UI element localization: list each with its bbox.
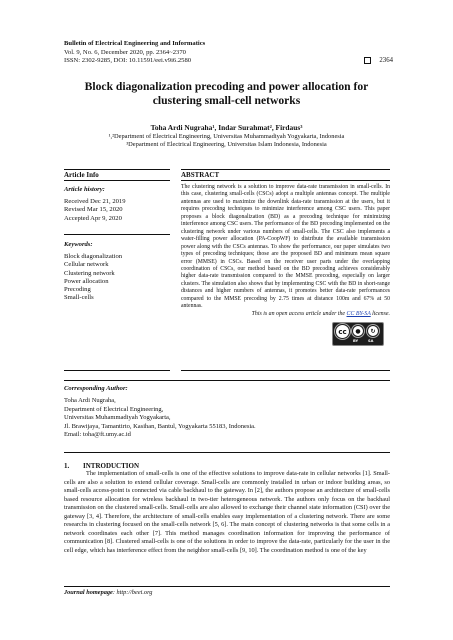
volume-line: Vol. 9, No. 6, December 2020, pp. 2364~2370 — [64, 48, 186, 56]
keyword-item: Block diagonalization — [64, 253, 123, 260]
divider — [64, 370, 170, 371]
homepage-label: Journal homepage — [64, 589, 113, 596]
history-item: Received Dec 21, 2019 — [64, 198, 126, 205]
keyword-item: Precoding — [64, 286, 91, 294]
keyword-item: Small-cells — [64, 294, 94, 302]
corresponding-line: Toha Ardi Nugraha, — [64, 397, 116, 404]
license-line — [181, 311, 390, 317]
cc-icon: cc — [335, 324, 350, 339]
article-info-heading: Article Info — [64, 171, 99, 179]
divider — [181, 169, 390, 170]
history-label: Article history: — [64, 186, 105, 193]
page-number: 2364 — [379, 57, 393, 64]
keyword-item: Power allocation — [64, 277, 109, 285]
keyword-item: Clustering network — [64, 269, 115, 277]
history-item: Revised Mar 15, 2020 — [64, 206, 123, 214]
divider — [64, 180, 170, 181]
corresponding-email: Email: toha@ft.umy.ac.id — [64, 431, 131, 438]
section-number: 1. — [64, 462, 70, 470]
homepage-url[interactable]: : http://beei.org — [112, 589, 153, 596]
license-prefix: This is an open access article under the — [251, 311, 347, 317]
keywords-list — [64, 253, 122, 303]
introduction-text: The implementation of small-cells is one of the effective solutions to improve data-rate in cellular networks [1]. Small-cells are also a solution to extend cellular coverage. Small-cells are commonly installed in urban or indoor building areas, so small-cells access-point is connected via cable backhaul to the gateway. In [2], the authors propose an architecture of small-cells based resource allocation for wireless backhaul in two-tier heterogeneous network. The authors only focus on the backhaul transmission on the clustered small-cells. Small-cells are also allowed to exchange their channel state information (CSI) over the gateway [3, 4]. Therefore, the architecture of small-cells enables easy implementation of a clustering network. There are some researchs in clustering focused on the small-cells network [5, 6]. The main concept of clustering networks is that some cells in a network coordinates each other [7]. This method manages coordination information for improving the performance of communication [8]. Clustered small-cells is one of the solutions in order to improve the data-rate, particularly for the user in the cell edge, which has interference effect from the neighbor small-cells [9, 10]. The coordination method is one of the key — [64, 470, 390, 554]
corresponding-line: Jl. Brawijaya, Tamantirto, Kasihan, Bantul, Yogyakarta 55183, Indonesia. — [64, 422, 256, 430]
affiliation-1: ¹,²Department of Electrical Engineering, Universitas Muhammadiyah Yogyakarta, Indonesia — [108, 133, 345, 140]
affiliations — [64, 133, 389, 149]
share-alike-icon: ↻ — [367, 325, 379, 337]
affiliation-2: ³Department of Electrical Engineering, Universitas Islam Indonesia, Indonesia — [126, 141, 327, 149]
abstract-text: The clustering network is a solution to improve data-rate transmission in small-cells. In this case, clustering small-cells (CSCs) adopt a multiple antennas concept. The multiple antennas are used to maximize the downlink data-rate transmission at the users, but it requires precoding techniques to minimize interference among CSC users. This paper proposes a block diagonalization (BD) as a precoding technique for minimizing interference among CSC users. The performance of the BD precoding implemented on the clustering network under various numbers of small-cells. The CSC also implements a water-filling power allocation (PA-CoopWF) to distribute the available transmission power along with the CSCs antennas. To show the performance, our paper simulates two types of precoding techniques; those are the proposed BD and minimum mean square error (MMSE) in CSCs. Based on the receiver user parts under the overlapping coordination of CSCs, our method based on the BD precoding achieves considerably higher data-rate transmission compared to the MMSE precoding, especially on larger clusters. The simulation also shows that by implementing CSC with the BD in short-range distances and higher numbers of antennas, it promotes better data-rate performances compared to the MMSE precoding by 2.75 times at distance 100m and 67% at 50 antennas. — [181, 184, 390, 310]
person-icon: ● — [352, 325, 364, 337]
author-line: Toha Ardi Nugraha¹, Indar Surahmat², Firdaus³ — [150, 123, 303, 132]
section-title: INTRODUCTION — [83, 462, 140, 470]
paper-title: Block diagonalization precoding and power allocation for clustering small-cell networks — [84, 80, 369, 107]
corresponding-line: Universitas Muhammadiyah Yogyakarta, — [64, 414, 171, 421]
divider — [64, 586, 390, 587]
journal-header — [64, 40, 205, 66]
divider — [64, 380, 390, 381]
abstract-heading: ABSTRACT — [181, 171, 220, 179]
corresponding-author-label: Corresponding Author: — [64, 385, 128, 392]
corresponding-line: Department of Electrical Engineering, — [64, 405, 164, 413]
keywords-label: Keywords: — [64, 241, 93, 248]
keyword-item: Cellular network — [64, 261, 109, 269]
journal-homepage-footer — [64, 589, 152, 596]
history-item: Accepted Apr 9, 2020 — [64, 214, 122, 222]
license-suffix: license. — [370, 311, 390, 317]
divider — [181, 370, 390, 371]
introduction-heading — [64, 462, 139, 470]
issn-line: ISSN: 2302-9285, DOI: 10.11591/eei.v9i6.2580 — [64, 57, 192, 65]
cc-by-sa-link[interactable]: CC BY-SA — [346, 311, 371, 317]
by-label: BY — [353, 339, 359, 343]
divider — [181, 180, 390, 181]
divider — [64, 169, 170, 170]
sa-label: SA — [368, 339, 374, 343]
divider — [64, 234, 170, 235]
page-number-block — [364, 57, 393, 64]
cc-by-sa-badge-icon[interactable] — [332, 322, 384, 346]
journal-name: Bulletin of Electrical Engineering and Informatics — [64, 40, 206, 47]
square-icon — [364, 57, 371, 64]
corresponding-author-details — [64, 397, 256, 440]
history-list — [64, 198, 126, 223]
divider — [64, 452, 390, 453]
